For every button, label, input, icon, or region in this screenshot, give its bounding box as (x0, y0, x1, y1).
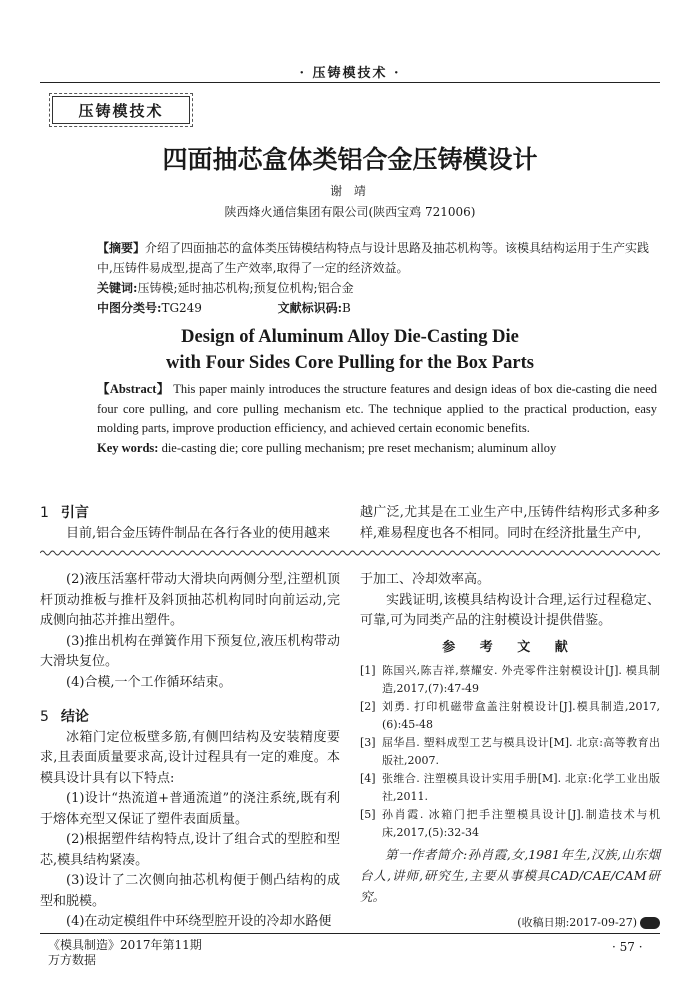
reference-text: 刘勇. 打印机磁带盒盖注射模设计[J].模具制造,2017,(6):45-48 (382, 700, 660, 731)
body-left-column (40, 570, 340, 933)
intro-left (40, 503, 340, 544)
reference-number: [5] (360, 808, 376, 821)
journal-info: 《模具制造》2017年第11期 (48, 938, 202, 952)
conclusion-heading-text: 结论 (60, 709, 89, 725)
intro-heading (40, 503, 340, 524)
header-rule (40, 82, 660, 83)
reference-number: [2] (360, 700, 376, 713)
english-abstract-paragraph (97, 380, 657, 439)
author-bio: 第一作者简介:孙肖霞,女,1981年生,汉族,山东烟台人,讲师,研究生,主要从事模具CAD/CAE/CAM研究。 (360, 847, 660, 904)
reference-number: [4] (360, 772, 376, 785)
english-title-line-1: Design of Aluminum Alloy Die-Casting Die (181, 327, 519, 347)
intro-heading-text: 引言 (60, 505, 89, 521)
practice-paragraph: 实践证明,该模具结构设计合理,运行过程稳定、可靠,可为同类产品的注射模设计提供借鉴。 (360, 592, 660, 628)
classification-line (97, 298, 657, 318)
author-name: 谢 靖 (330, 184, 370, 198)
english-keywords-text: die-casting die; core pulling mechanism; pre reset mechanism; aluminum alloy (161, 440, 557, 455)
reference-item (360, 734, 660, 770)
reference-item (360, 770, 660, 806)
keywords-label: 关键词: (97, 281, 138, 295)
badge-icon (640, 917, 660, 929)
abstract-paragraph (97, 238, 657, 278)
received-date-line (360, 913, 660, 934)
intro-right (360, 503, 660, 544)
keywords-text: 压铸模;延时抽芯机构;预复位机构;铝合金 (137, 281, 354, 295)
english-abstract-text: This paper mainly introduces the structure features and design ideas of box die-casting die need four core pulling, and core pulling mechanism etc. The technique applied to the practical production, easy molding parts, improve production efficiency, and achieved certain economic benefits. (97, 382, 657, 435)
reference-text: 屈华昌. 塑料成型工艺与模具设计[M]. 北京:高等教育出版社,2007. (382, 736, 660, 767)
english-keywords-label: Key words: (97, 440, 159, 455)
list-item: (3)设计了二次侧向抽芯机构便于侧凸结构的成型和脱模。 (40, 873, 340, 909)
body-right-column (360, 570, 660, 934)
reference-item (360, 806, 660, 842)
conclusion-heading (40, 707, 340, 728)
list-item: (4)合模,一个工作循环结束。 (66, 674, 232, 690)
continuation-text: 于加工、冷却效率高。 (360, 572, 491, 587)
abstract-text: 介绍了四面抽芯的盒体类压铸模结构特点与设计思路及抽芯机构等。该模具结构运用于生产实践中,压铸件易成型,提高了生产效率,取得了一定的经济效益。 (97, 241, 650, 275)
chinese-abstract (97, 238, 657, 318)
english-title (0, 324, 700, 376)
reference-text: 陈国兴,陈吉祥,蔡耀安. 外壳零件注射模设计[J]. 模具制造,2017,(7):47-49 (382, 664, 660, 695)
reference-text: 张维合. 注塑模具设计实用手册[M]. 北京:化学工业出版社,2011. (382, 772, 660, 803)
received-date: (收稿日期:2017-09-27) (517, 916, 637, 929)
english-abstract (97, 380, 657, 458)
references-title: 参 考 文 献 (442, 639, 578, 655)
section-label-box: 压铸模技术 (52, 96, 190, 124)
intro-text-left: 目前,铝合金压铸件制品在各行各业的使用越来 (66, 525, 331, 541)
intro-number: 1 (40, 505, 49, 521)
wavy-divider (40, 549, 660, 557)
author-affiliation: 陕西烽火通信集团有限公司(陕西宝鸡 721006) (224, 205, 476, 219)
doc-code-label: 文献标识码: (277, 301, 343, 315)
reference-item (360, 698, 660, 734)
list-item: (2)液压活塞杆带动大滑块向两侧分型,注塑机顶杆顶动推板与推杆及斜顶抽芯机构同时向前运动,完成侧向抽芯并推出塑件。 (40, 572, 340, 628)
english-abstract-label: 【Abstract】 (97, 382, 170, 396)
source-watermark: 万方数据 (48, 953, 97, 967)
running-header: · 压铸模技术 · (299, 66, 401, 81)
reference-number: [3] (360, 736, 376, 749)
keywords-line (97, 278, 657, 298)
conclusion-paragraph: 冰箱门定位板壁多筋,有侧凹结构及安装精度要求,且表面质量要求高,设计过程具有一定的难度。本模具设计具有以下特点: (40, 729, 340, 786)
reference-text: 孙肖霞. 冰箱门把手注塑模具设计[J].制造技术与机床,2017,(5):32-34 (382, 808, 660, 839)
page-number: · 57 · (612, 940, 643, 954)
doc-code-value: B (342, 301, 351, 315)
list-item: (3)推出机构在弹簧作用下预复位,液压机构带动大滑块复位。 (40, 633, 340, 669)
clc-label: 中图分类号: (97, 301, 162, 315)
article-title: 四面抽芯盒体类铝合金压铸模设计 (162, 145, 538, 174)
abstract-label: 【摘要】 (97, 241, 146, 255)
english-keywords-line (97, 439, 657, 459)
list-item: (2)根据塑件结构特点,设计了组合式的型腔和型芯,模具结构紧凑。 (40, 832, 340, 868)
english-title-line-2: with Four Sides Core Pulling for the Box Parts (166, 353, 534, 373)
footer-rule (40, 933, 660, 934)
clc-value: TG249 (161, 301, 202, 315)
intro-text-right: 越广泛,尤其是在工业生产中,压铸件结构形式多种多样,难易程度也各不相同。同时在经济批量生产中, (360, 505, 660, 541)
reference-item (360, 662, 660, 698)
conclusion-number: 5 (40, 709, 49, 725)
list-item: (4)在动定模组件中环绕型腔开设的冷却水路便 (66, 914, 332, 929)
reference-number: [1] (360, 664, 376, 677)
footer-left (48, 938, 202, 968)
list-item: (1)设计“热流道+普通流道”的浇注系统,既有利于熔体充型又保证了塑件表面质量。 (40, 791, 340, 827)
